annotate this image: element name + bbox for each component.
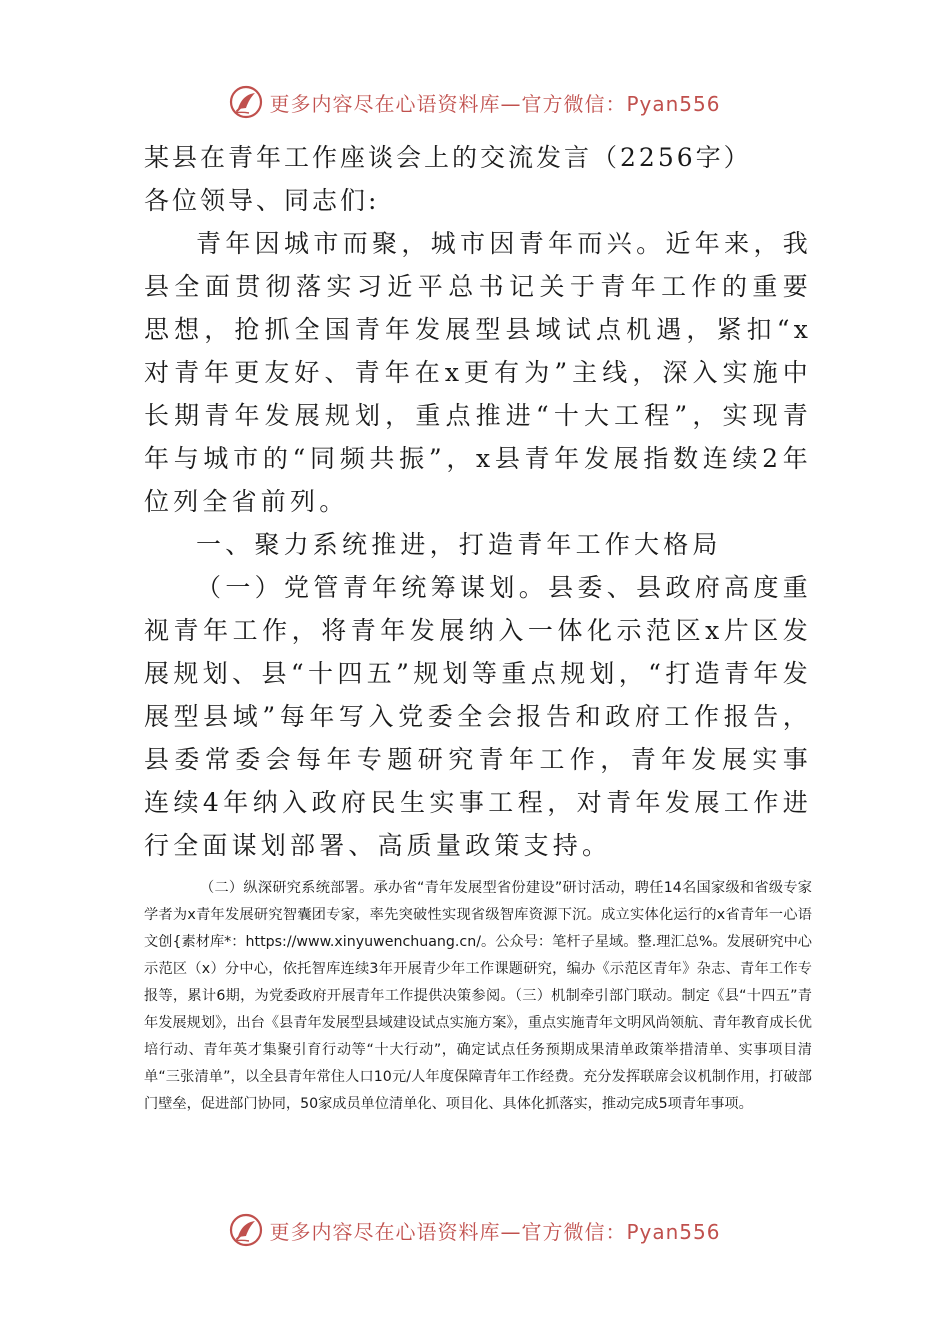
banner-text: 更多内容尽在心语资料库—官方微信：Pyan556 [269, 91, 721, 116]
banner-text: 更多内容尽在心语资料库—官方微信：Pyan556 [269, 1219, 721, 1244]
paragraph-party-leadership: （一）党管青年统筹谋划。县委、县政府高度重视青年工作，将青年发展纳入一体化示范区x片区发展规划、县“十四五”规划等重点规划，“打造青年发展型县域”每年写入党委全会报告和政府工作报告，县委常委会每年专题研究青年工作，青年发展实事连续4年纳入政府民生实事工程，对青年发展工作进行全面谋划部署、高质量政策支持。 [144, 573, 812, 860]
paragraph-research-deployment: （二）纵深研究系统部署。承办省“青年发展型省份建设”研讨活动，聘任14名国家级和省级专家学者为x青年发展研究智囊团专家，率先突破性实现省级智库资源下沉。成立实体化运行的x省青年一心语文创{素材库*：https://www.xinyuwenchuang.cn/。公众号：笔杆子星域。整.理汇总%。发展研究中心示范区（x）分中心，依托智库连续3年开展青少年工作课题研究，编办《示范区青年》杂志、青年工作专报等，累计6期，为党委政府开展青年工作提供决策参阅。（三）机制牵引部门联动。制定《县“十四五”青年发展规划》，出台《县青年发展型县域建设试点实施方案》，重点实施青年文明风尚领航、青年教育成长优培行动、青年英才集聚引育行动等“十大行动”，确定试点任务预期成果清单政策举措清单、实事项目清单“三张清单”，以全县青年常住人口10元/人年度保障青年工作经费。充分发挥联席会议机制作用，打破部门壁垒，促进部门协同，50家成员单位清单化、项目化、具体化抓落实，推动完成5项青年事项。 [144, 880, 812, 1112]
header-banner [0, 80, 950, 124]
footer-banner [0, 1208, 950, 1252]
brand-logo-icon [229, 85, 263, 119]
document-body [144, 136, 812, 1118]
document-title: 某县在青年工作座谈会上的交流发言（2256字） [144, 143, 752, 172]
brand-logo-icon [229, 1213, 263, 1247]
intro-paragraph: 青年因城市而聚，城市因青年而兴。近年来，我县全面贯彻落实习近平总书记关于青年工作的重要思想，抢抓全国青年发展型县域试点机遇，紧扣“x对青年更友好、青年在x更有为”主线，深入实施中长期青年发展规划，重点推进“十大工程”，实现青年与城市的“同频共振”，x县青年发展指数连续2年位列全省前列。 [144, 229, 812, 516]
section-heading: 一、聚力系统推进，打造青年工作大格局 [196, 530, 722, 559]
salutation: 各位领导、同志们: [144, 186, 380, 215]
